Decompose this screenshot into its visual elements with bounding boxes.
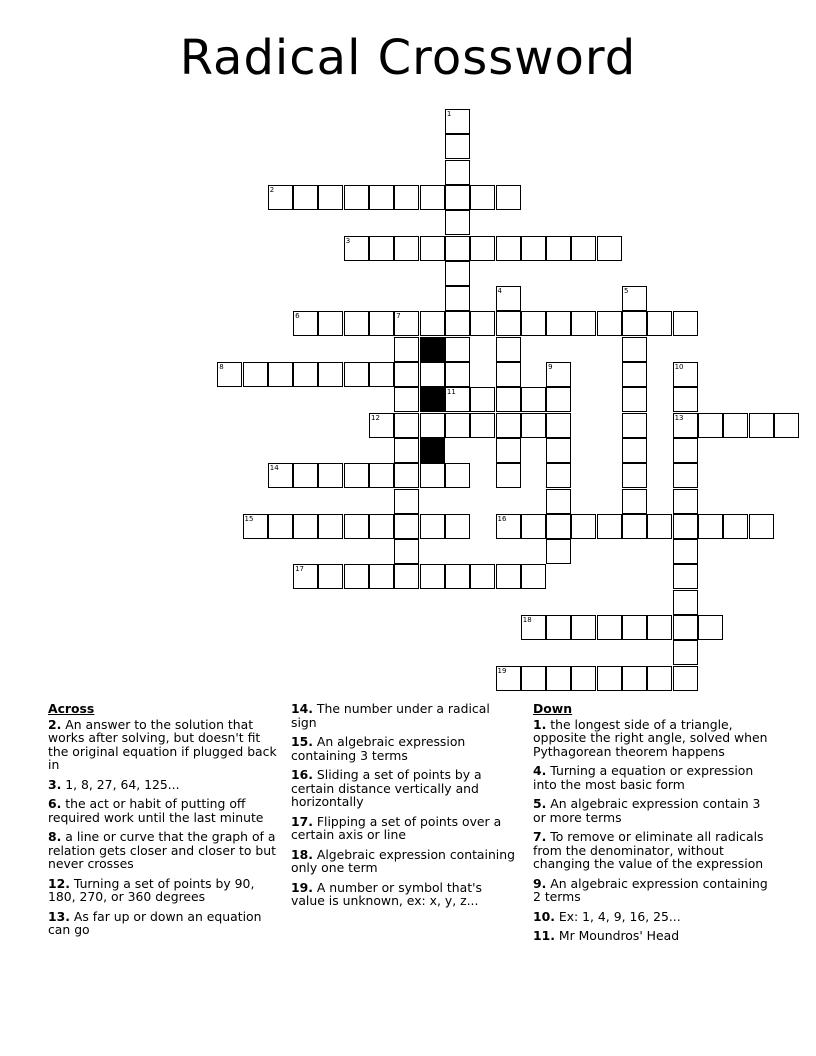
grid-cell[interactable] xyxy=(673,539,698,564)
grid-cell[interactable] xyxy=(647,311,672,336)
grid-cell[interactable] xyxy=(268,185,293,210)
clue-number: 11. xyxy=(533,928,555,943)
grid-cell[interactable] xyxy=(420,236,445,261)
grid-cell[interactable] xyxy=(293,311,318,336)
down-clue xyxy=(533,797,771,824)
grid-cell[interactable] xyxy=(470,236,495,261)
clue-number: 9. xyxy=(533,875,547,891)
across-clue xyxy=(291,881,517,908)
grid-cell[interactable] xyxy=(318,185,343,210)
across-clue xyxy=(48,910,284,937)
grid-cell[interactable] xyxy=(496,286,521,311)
grid-cell[interactable] xyxy=(445,286,470,311)
grid-cell[interactable] xyxy=(445,134,470,159)
grid-cell[interactable] xyxy=(369,463,394,488)
clue-number: 13. xyxy=(48,908,70,924)
cell-number: 5 xyxy=(624,287,629,296)
grid-cell[interactable] xyxy=(445,337,470,362)
grid-cell[interactable] xyxy=(445,463,470,488)
clue-number: 8. xyxy=(48,829,62,844)
grid-cell[interactable] xyxy=(546,438,571,463)
grid-cell[interactable] xyxy=(622,413,647,438)
shaded-cell xyxy=(420,438,445,463)
grid-cell[interactable] xyxy=(344,564,369,589)
grid-cell[interactable] xyxy=(420,185,445,210)
grid-cell[interactable] xyxy=(546,311,571,336)
grid-cell[interactable] xyxy=(470,185,495,210)
grid-cell[interactable] xyxy=(597,236,622,261)
grid-cell[interactable] xyxy=(622,362,647,387)
cell-number: 3 xyxy=(345,236,351,245)
grid-cell[interactable] xyxy=(470,564,495,589)
cell-number: 14 xyxy=(269,464,279,473)
grid-cell[interactable] xyxy=(420,514,445,539)
grid-cell[interactable] xyxy=(394,564,419,589)
across-clue xyxy=(48,830,284,871)
grid-cell[interactable] xyxy=(496,514,521,539)
clue-number: 14. xyxy=(291,701,313,716)
clue-number: 5. xyxy=(533,796,547,811)
across-clue xyxy=(291,702,517,729)
grid-cell[interactable] xyxy=(344,311,369,336)
grid-cell[interactable] xyxy=(496,564,521,589)
grid-cell[interactable] xyxy=(344,514,369,539)
grid-cell[interactable] xyxy=(496,311,521,336)
grid-cell[interactable] xyxy=(521,514,546,539)
grid-cell[interactable] xyxy=(673,489,698,514)
across-clue xyxy=(48,797,284,824)
grid-cell[interactable] xyxy=(571,236,596,261)
grid-cell[interactable] xyxy=(622,311,647,336)
grid-cell[interactable] xyxy=(673,590,698,615)
cell-number: 12 xyxy=(371,413,380,422)
grid-cell[interactable] xyxy=(496,362,521,387)
grid-cell[interactable] xyxy=(394,185,419,210)
page-title: Radical Crossword xyxy=(179,30,637,86)
cell-number: 13 xyxy=(674,413,684,422)
grid-cell[interactable] xyxy=(673,438,698,463)
grid-cell[interactable] xyxy=(521,413,546,438)
grid-cell[interactable] xyxy=(369,564,394,589)
clue-text: Sliding a set of points by a certain distance vertically and horizontally xyxy=(291,767,482,809)
clue-text: Algebraic expression containing only one term xyxy=(291,846,515,875)
grid-cell[interactable] xyxy=(394,463,419,488)
grid-cell[interactable] xyxy=(268,514,293,539)
grid-cell[interactable] xyxy=(597,514,622,539)
grid-cell[interactable] xyxy=(521,564,546,589)
grid-cell[interactable] xyxy=(369,362,394,387)
grid-cell[interactable] xyxy=(521,311,546,336)
down-clue xyxy=(533,764,771,791)
grid-cell[interactable] xyxy=(394,514,419,539)
down-heading: Down xyxy=(533,701,573,716)
clue-text: An algebraic expression containing 2 terms xyxy=(533,875,768,904)
grid-cell[interactable] xyxy=(673,413,698,438)
cell-number: 15 xyxy=(244,514,254,523)
grid-cell[interactable] xyxy=(344,236,369,261)
grid-cell[interactable] xyxy=(394,438,419,463)
grid-cell[interactable] xyxy=(344,185,369,210)
grid-cell[interactable] xyxy=(293,564,318,589)
grid-cell[interactable] xyxy=(293,514,318,539)
grid-cell[interactable] xyxy=(318,463,343,488)
down-clue xyxy=(533,830,771,871)
clue-column-3 xyxy=(533,702,771,949)
grid-cell[interactable] xyxy=(293,362,318,387)
cell-number: 18 xyxy=(522,616,532,624)
grid-cell[interactable] xyxy=(445,387,470,412)
grid-cell[interactable] xyxy=(243,514,268,539)
clue-text: Turning a equation or expression into the most basic form xyxy=(533,763,754,792)
grid-cell[interactable] xyxy=(521,236,546,261)
grid-cell[interactable] xyxy=(622,666,647,691)
grid-cell[interactable] xyxy=(622,463,647,488)
grid-cell[interactable] xyxy=(546,463,571,488)
grid-cell[interactable] xyxy=(673,666,698,691)
grid-cell[interactable] xyxy=(496,387,521,412)
grid-cell[interactable] xyxy=(673,387,698,412)
grid-cell[interactable] xyxy=(622,387,647,412)
grid-cell[interactable] xyxy=(318,514,343,539)
grid-cell[interactable] xyxy=(445,236,470,261)
grid-cell[interactable] xyxy=(420,463,445,488)
grid-cell[interactable] xyxy=(723,514,748,539)
clue-text: Flipping a set of points over a certain axis or line xyxy=(291,813,502,842)
clue-text: A number or symbol that's value is unknown, ex: x, y, z... xyxy=(291,879,482,908)
grid-cell[interactable] xyxy=(546,413,571,438)
cell-number: 16 xyxy=(497,514,507,523)
grid-cell[interactable] xyxy=(546,387,571,412)
cell-number: 10 xyxy=(674,363,684,371)
grid-cell[interactable] xyxy=(749,413,774,438)
cell-number: 2 xyxy=(269,185,275,194)
clue-number: 10. xyxy=(533,908,555,924)
clue-column-1 xyxy=(48,702,284,943)
grid-cell[interactable] xyxy=(673,615,698,640)
clue-number: 7. xyxy=(533,829,547,844)
grid-cell[interactable] xyxy=(521,387,546,412)
cell-number: 19 xyxy=(497,666,507,675)
clue-text: Mr Moundros' Head xyxy=(554,928,680,943)
clue-text: An algebraic expression containing 3 terms xyxy=(291,734,466,763)
grid-cell[interactable] xyxy=(369,514,394,539)
grid-cell[interactable] xyxy=(622,286,647,311)
across-heading: Across xyxy=(48,701,95,716)
grid-cell[interactable] xyxy=(318,311,343,336)
grid-cell[interactable] xyxy=(344,362,369,387)
clue-text: Ex: 1, 4, 9, 16, 25... xyxy=(554,908,681,924)
grid-cell[interactable] xyxy=(445,185,470,210)
clue-number: 18. xyxy=(291,846,313,862)
grid-cell[interactable] xyxy=(268,463,293,488)
grid-cell[interactable] xyxy=(571,615,596,640)
grid-cell[interactable] xyxy=(445,109,470,134)
grid-cell[interactable] xyxy=(420,311,445,336)
clue-number: 16. xyxy=(291,767,313,782)
grid-cell[interactable] xyxy=(673,514,698,539)
grid-cell[interactable] xyxy=(673,311,698,336)
grid-cell[interactable] xyxy=(521,615,546,640)
cell-number: 4 xyxy=(497,287,502,296)
across-clue xyxy=(291,815,517,842)
clue-number: 6. xyxy=(48,796,62,811)
grid-cell[interactable] xyxy=(318,564,343,589)
cell-number: 17 xyxy=(295,565,305,574)
grid-cell[interactable] xyxy=(268,362,293,387)
grid-cell[interactable] xyxy=(318,362,343,387)
grid-cell[interactable] xyxy=(597,615,622,640)
grid-cell[interactable] xyxy=(673,564,698,589)
clue-number: 19. xyxy=(291,879,313,895)
grid-cell[interactable] xyxy=(546,539,571,564)
across-clue xyxy=(48,718,284,772)
grid-cell[interactable] xyxy=(369,311,394,336)
cell-number: 11 xyxy=(446,388,456,397)
grid-cell[interactable] xyxy=(445,311,470,336)
grid-cell[interactable] xyxy=(496,666,521,691)
grid-cell[interactable] xyxy=(293,463,318,488)
shaded-cell xyxy=(420,387,445,412)
cell-number: 7 xyxy=(396,312,401,321)
grid-cell[interactable] xyxy=(394,337,419,362)
grid-cell[interactable] xyxy=(673,640,698,665)
grid-cell[interactable] xyxy=(496,185,521,210)
clue-text: the act or habit of putting off required work until the last minute xyxy=(48,796,264,825)
grid-cell[interactable] xyxy=(496,438,521,463)
grid-cell[interactable] xyxy=(496,337,521,362)
clue-text: Turning a set of points by 90, 180, 270, or 360 degrees xyxy=(48,875,255,904)
grid-cell[interactable] xyxy=(394,413,419,438)
across-clue xyxy=(291,848,517,875)
grid-cell[interactable] xyxy=(546,236,571,261)
grid-cell[interactable] xyxy=(723,413,748,438)
cell-number: 6 xyxy=(295,312,300,321)
grid-cell[interactable] xyxy=(470,387,495,412)
grid-cell[interactable] xyxy=(217,362,242,387)
clue-number: 17. xyxy=(291,813,313,829)
grid-cell[interactable] xyxy=(698,615,723,640)
down-clue xyxy=(533,910,771,924)
clue-text: To remove or eliminate all radicals from the denominator, without changing the value of the expression xyxy=(533,829,764,871)
grid-cell[interactable] xyxy=(344,463,369,488)
grid-cell[interactable] xyxy=(622,615,647,640)
grid-cell[interactable] xyxy=(496,463,521,488)
grid-cell[interactable] xyxy=(647,514,672,539)
grid-cell[interactable] xyxy=(394,489,419,514)
grid-cell[interactable] xyxy=(445,362,470,387)
clue-number: 2. xyxy=(48,716,62,732)
grid-cell[interactable] xyxy=(369,413,394,438)
grid-cell[interactable] xyxy=(243,362,268,387)
grid-cell[interactable] xyxy=(673,362,698,387)
grid-cell[interactable] xyxy=(445,413,470,438)
grid-cell[interactable] xyxy=(445,210,470,235)
clue-text: 1, 8, 27, 64, 125... xyxy=(61,776,180,792)
clue-text: As far up or down an equation can go xyxy=(48,908,262,937)
grid-cell[interactable] xyxy=(369,236,394,261)
grid-cell[interactable] xyxy=(445,261,470,286)
grid-cell[interactable] xyxy=(496,413,521,438)
grid-cell[interactable] xyxy=(546,489,571,514)
grid-cell[interactable] xyxy=(445,564,470,589)
grid-cell[interactable] xyxy=(698,413,723,438)
grid-cell[interactable] xyxy=(369,185,394,210)
grid-cell[interactable] xyxy=(622,514,647,539)
grid-cell[interactable] xyxy=(293,185,318,210)
grid-cell[interactable] xyxy=(420,413,445,438)
grid-cell[interactable] xyxy=(470,311,495,336)
grid-cell[interactable] xyxy=(597,311,622,336)
grid-cell[interactable] xyxy=(420,564,445,589)
shaded-cell xyxy=(420,337,445,362)
grid-cell[interactable] xyxy=(546,666,571,691)
clue-number: 15. xyxy=(291,734,313,749)
across-clue xyxy=(291,768,517,809)
grid-cell[interactable] xyxy=(546,514,571,539)
clue-column-2 xyxy=(291,702,517,914)
across-clue xyxy=(48,778,284,792)
grid-cell[interactable] xyxy=(394,236,419,261)
clue-text: The number under a radical sign xyxy=(291,701,490,730)
grid-cell[interactable] xyxy=(622,489,647,514)
grid-cell[interactable] xyxy=(496,236,521,261)
grid-cell[interactable] xyxy=(394,539,419,564)
clue-text: An answer to the solution that works after solving, but doesn't fit the original equation if plugged back in xyxy=(48,716,277,772)
down-clue xyxy=(533,877,771,904)
grid-cell[interactable] xyxy=(521,666,546,691)
grid-cell[interactable] xyxy=(571,311,596,336)
across-clue xyxy=(48,877,284,904)
grid-cell[interactable] xyxy=(571,666,596,691)
down-clue xyxy=(533,929,771,943)
grid-cell[interactable] xyxy=(749,514,774,539)
cell-number: 9 xyxy=(548,363,553,371)
cell-number: 8 xyxy=(219,363,224,371)
grid-cell[interactable] xyxy=(546,362,571,387)
clue-number: 4. xyxy=(533,763,547,778)
clue-number: 12. xyxy=(48,875,70,891)
grid-cell[interactable] xyxy=(394,387,419,412)
grid-cell[interactable] xyxy=(470,413,495,438)
grid-cell[interactable] xyxy=(571,514,596,539)
clue-number: 3. xyxy=(48,776,62,792)
grid-cell[interactable] xyxy=(698,514,723,539)
grid-cell[interactable] xyxy=(647,666,672,691)
across-clue xyxy=(291,735,517,762)
grid-cell[interactable] xyxy=(673,463,698,488)
grid-cell[interactable] xyxy=(622,337,647,362)
grid-cell[interactable] xyxy=(394,362,419,387)
cell-number: 1 xyxy=(446,110,452,118)
grid-cell[interactable] xyxy=(394,311,419,336)
grid-cell[interactable] xyxy=(445,160,470,185)
grid-cell[interactable] xyxy=(420,362,445,387)
grid-cell[interactable] xyxy=(622,438,647,463)
grid-cell[interactable] xyxy=(445,514,470,539)
grid-cell[interactable] xyxy=(774,413,799,438)
clue-number: 1. xyxy=(533,716,547,732)
grid-cell[interactable] xyxy=(597,666,622,691)
clue-text: An algebraic expression contain 3 or more terms xyxy=(533,796,761,825)
grid-cell[interactable] xyxy=(647,615,672,640)
grid-cell[interactable] xyxy=(546,615,571,640)
down-clue xyxy=(533,718,771,759)
clue-text: the longest side of a triangle, opposite the right angle, solved when Pythagorean theorem happens xyxy=(533,716,768,759)
clue-text: a line or curve that the graph of a relation gets closer and closer to but never crosses xyxy=(48,829,276,871)
